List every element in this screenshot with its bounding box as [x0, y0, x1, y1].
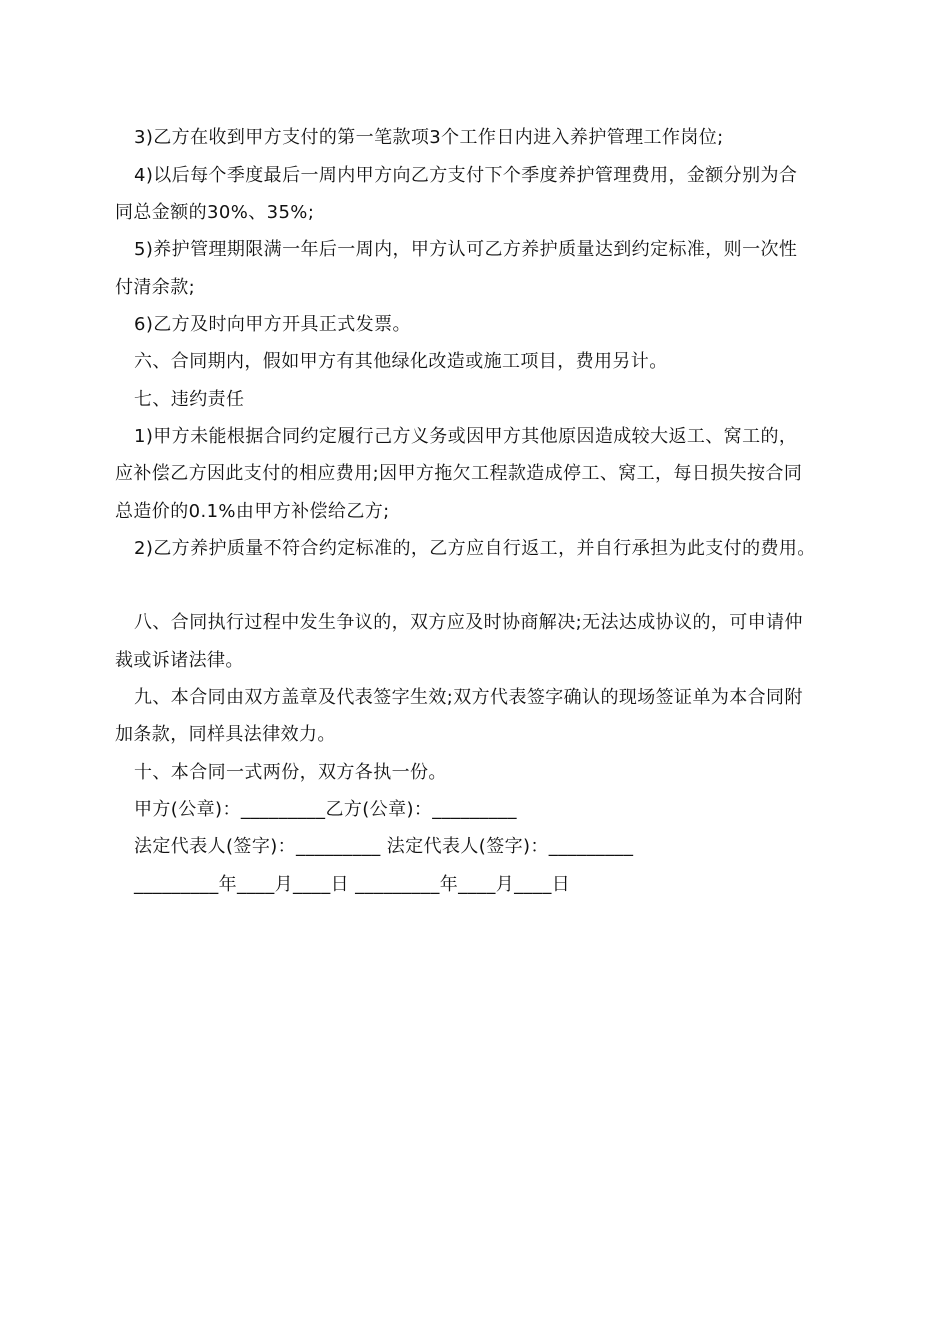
clause-payment-4-continued: 同总金额的30%、35%; — [115, 202, 315, 223]
liability-clause-1: 1)甲方未能根据合同约定履行己方义务或因甲方其他原因造成较大返工、窝工的， — [134, 426, 798, 447]
clause-payment-6: 6)乙方及时向甲方开具正式发票。 — [134, 314, 411, 335]
section-eight-continued: 裁或诉诸法律。 — [115, 650, 244, 671]
section-six: 六、合同期内，假如甲方有其他绿化改造或施工项目，费用另计。 — [134, 351, 668, 372]
clause-payment-5-continued: 付清余款; — [115, 277, 196, 298]
section-eight: 八、合同执行过程中发生争议的，双方应及时协商解决;无法达成协议的，可申请仲 — [134, 612, 803, 633]
section-ten: 十、本合同一式两份，双方各执一份。 — [134, 762, 447, 783]
date-line: _________年____月____日 _________年____月____日 — [134, 874, 571, 895]
clause-payment-4: 4)以后每个季度最后一周内甲方向乙方支付下个季度养护管理费用，金额分别为合 — [134, 165, 798, 186]
section-seven-heading: 七、违约责任 — [134, 389, 245, 410]
section-nine: 九、本合同由双方盖章及代表签字生效;双方代表签字确认的现场签证单为本合同附 — [134, 687, 803, 708]
liability-clause-1-continued: 应补偿乙方因此支付的相应费用;因甲方拖欠工程款造成停工、窝工，每日损失按合同 — [115, 463, 803, 484]
seal-line: 甲方(公章)：_________乙方(公章)：_________ — [134, 799, 517, 820]
clause-payment-5: 5)养护管理期限满一年后一周内，甲方认可乙方养护质量达到约定标准，则一次性 — [134, 239, 798, 260]
signature-line: 法定代表人(签字)：_________ 法定代表人(签字)：_________ — [134, 836, 634, 857]
clause-payment-3: 3)乙方在收到甲方支付的第一笔款项3个工作日内进入养护管理工作岗位; — [134, 127, 724, 148]
liability-clause-2: 2)乙方养护质量不符合约定标准的，乙方应自行返工，并自行承担为此支付的费用。 — [134, 538, 816, 559]
section-nine-continued: 加条款，同样具法律效力。 — [115, 724, 336, 745]
liability-clause-1-end: 总造价的0.1%由甲方补偿给乙方; — [115, 501, 390, 522]
